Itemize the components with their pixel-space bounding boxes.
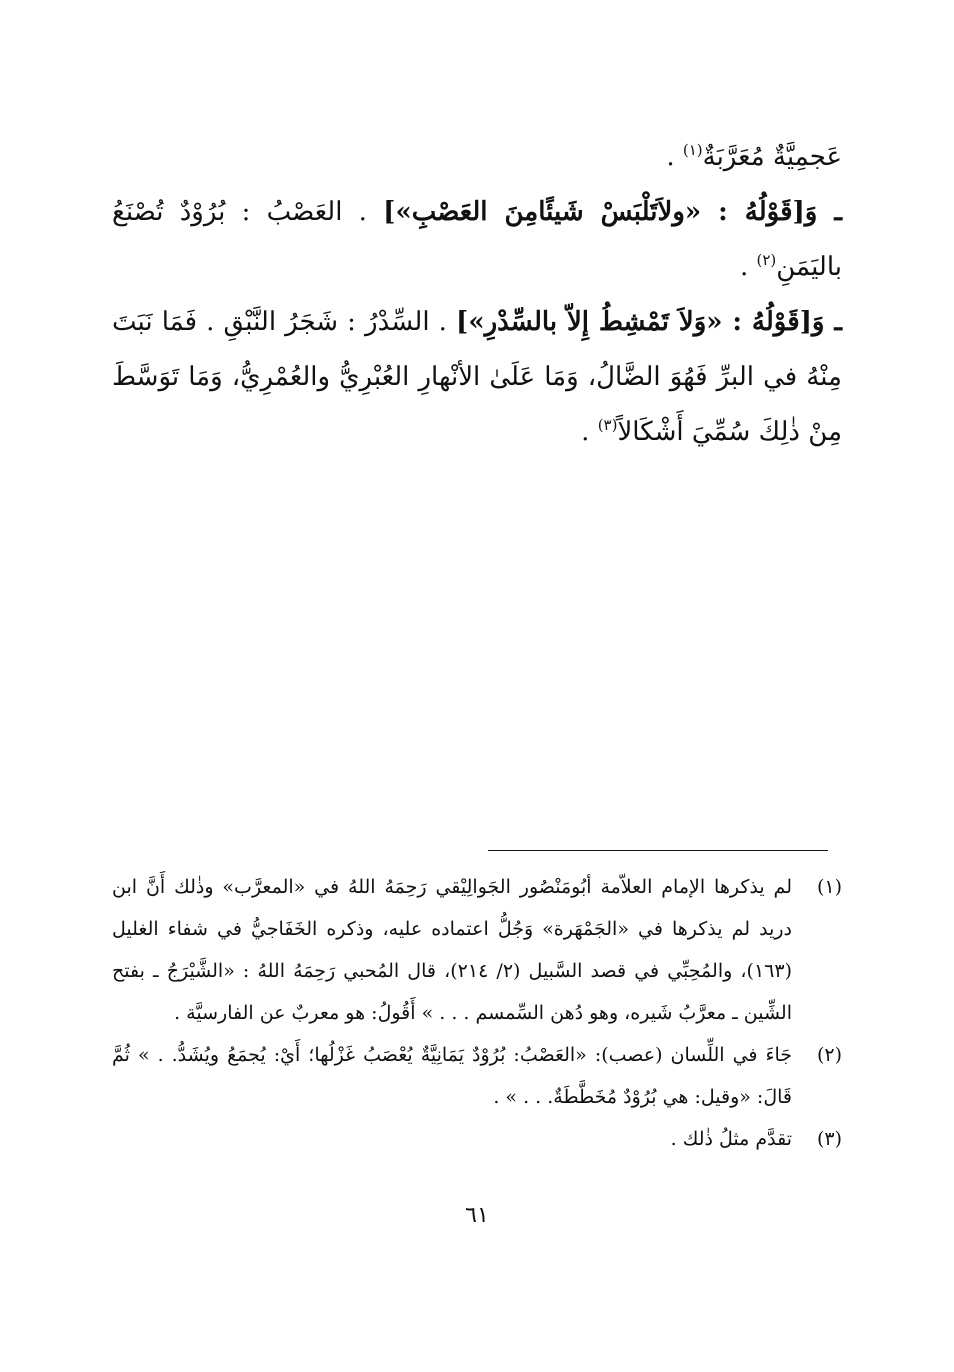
footnote-ref-1[interactable]: (١) (682, 141, 703, 159)
footnotes (112, 866, 842, 1160)
main-line-1 (112, 130, 842, 185)
footnote-2 (112, 1034, 842, 1118)
footnote-number: (٢) (816, 1044, 842, 1066)
main-paragraph-2 (112, 185, 842, 295)
footnote-1 (112, 866, 842, 1034)
footnote-ref-2[interactable]: (٢) (756, 251, 777, 269)
main-paragraph-3 (112, 295, 842, 460)
footnote-text: لم يذكرها الإمام العلاّمة أبُومَنْصُور الجَوالِيْقي رَحِمَهُ اللهُ في «المعرَّب» وذٰلك أَنَّ ابن دريد لم يذكرها في «الجَمْهَرة» وَجُلُّ اعتماده عليه، وذكره الخَفَاجيُّ في شفاء الغليل (١٦٣)، والمُحِبِّي في قصد السَّبيل (٢/ ٢١٤)، قال المُحبي رَحِمَهُ اللهُ : «الشَّيْرَجُ ـ بفتح الشِّين ـ معرَّبُ شَيره، وهو دُهن السِّمسم . . . » أَقُولُ: هو معربٌ عن الفارسيَّة . (112, 876, 792, 1024)
footnote-separator (488, 850, 828, 851)
explanation-3: . السِّدْرُ : شَجَرُ النَّبْقِ . فَمَا نَبَتَ مِنْهُ في البرِّ فَهُوَ الضَّالُ، وَمَا عَلَىٰ الأنْهارِ العُبْرِيُّ والعُمْرِيُّ، وَمَا تَوَسَّطَ مِنْ ذٰلِكَ سُمِّيَ أَشْكَالاً (112, 307, 842, 447)
quoted-phrase-2: ـ وَ[قَوْلُهُ : «ولاَتَلْبَسْ شَيئًامِنَ العَصْبِ»] (383, 197, 842, 227)
footnote-ref-3[interactable]: (٣) (597, 416, 618, 434)
explanation-2: . العَصْبُ : بُرُوْدٌ تُصْنَعُ باليَمَنِ (112, 197, 842, 282)
footnote-text: جَاءَ في اللِّسان (عصب): «العَصْبُ: بُرُوْدٌ يَمَانِيَّةٌ يُعْصَبُ غَزْلُها؛ أَيْ: يُجمَعُ ويُشَدُّ. . » ثُمَّ قَالَ: «وقيل: هي بُرُوْدٌ مُخَطَّطَةٌ. . . » . (112, 1044, 792, 1108)
quoted-phrase-3: ـ وَ[قَوْلُهُ : «وَلاَ تَمْشِطُ إِلاّ بالسِّدْرِ»] (456, 307, 842, 337)
footnote-3 (112, 1118, 842, 1160)
main-paragraph-3-tail: . (581, 417, 598, 447)
main-line-1-text: عَجمِيَّةٌ مُعَرَّبَةٌ (702, 142, 842, 172)
main-text (112, 130, 842, 460)
footnote-number: (١) (816, 876, 842, 898)
footnote-number: (٣) (816, 1128, 842, 1150)
main-paragraph-2-tail: . (739, 252, 757, 282)
main-line-1-tail: . (666, 142, 683, 172)
page-number: ٦١ (465, 1203, 489, 1228)
footnote-text: تقدَّم مثلُ ذٰلك . (670, 1128, 792, 1150)
